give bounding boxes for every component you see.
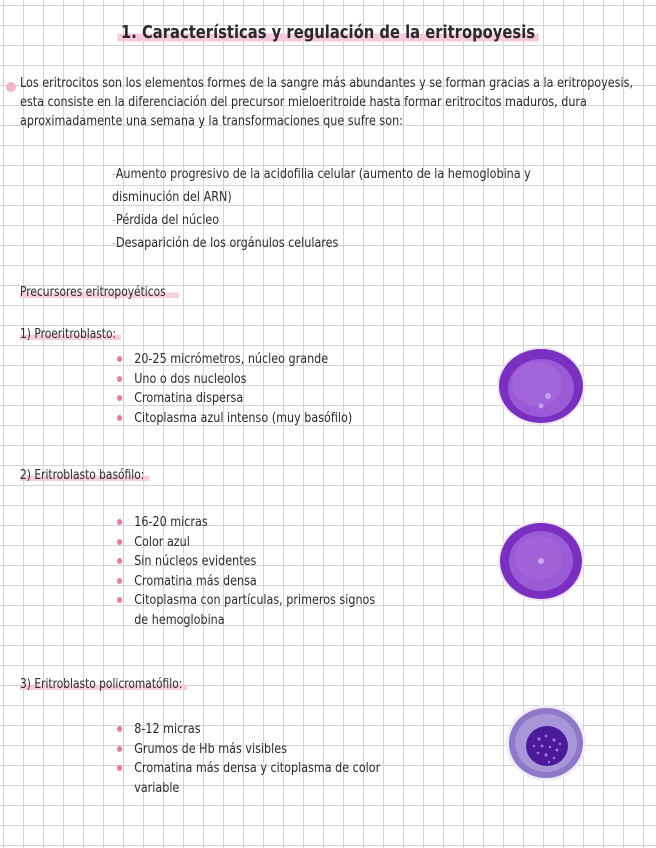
list-item-continued: de hemoglobina — [134, 612, 225, 628]
list-item: Cromatina dispersa — [117, 389, 352, 409]
proeritroblasto-cell-image — [493, 344, 589, 428]
eritroblasto-policromatofilo-list — [117, 720, 380, 798]
eritroblasto-policromatofilo-cell-image — [504, 703, 588, 783]
list-item: Cromatina más densa y citoplasma de color — [117, 759, 380, 779]
transformation-item: -Aumento progresivo de la acidofilia celular (aumento de la hemoglobina y — [112, 167, 531, 182]
list-item: Grumos de Hb más visibles — [117, 740, 380, 760]
transformation-item-continued: disminución del ARN) — [112, 190, 232, 205]
proeritroblasto-list — [117, 350, 352, 428]
list-item: 8-12 micras — [117, 720, 380, 740]
transformation-item: -Pérdida del núcleo — [112, 213, 220, 228]
section-heading-eritroblasto-basofilo: 2) Eritroblasto basófilo: — [20, 468, 149, 483]
transformations-list — [112, 163, 594, 255]
precursors-heading: Precursores eritropoyéticos — [20, 285, 179, 300]
list-item: Color azul — [117, 533, 375, 553]
bullet-dot — [6, 82, 16, 92]
list-item: Citoplasma con partículas, primeros signos — [117, 591, 375, 611]
section-heading-proeritroblasto: 1) Proeritroblasto: — [20, 327, 121, 342]
intro-paragraph: Los eritrocitos son los elementos formes de la sangre más abundantes y se forman gracias a la eritropoyesis, esta consiste en la diferenciación del precursor mieloeritroide hasta formar eritrocitos maduros, dura aproximadamente una semana y la transformaciones que sufre son: — [20, 76, 633, 129]
list-item-continued: variable — [134, 780, 180, 796]
transformation-item: -Desaparición de los orgánulos celulares — [112, 236, 339, 251]
list-item: 16-20 micras — [117, 513, 375, 533]
page-title: 1. Características y regulación de la eritropoyesis — [59, 22, 597, 43]
list-item: Uno o dos nucleolos — [117, 370, 352, 390]
list-item: Sin núcleos evidentes — [117, 552, 375, 572]
section-heading-eritroblasto-policromatofilo: 3) Eritroblasto policromatófilo: — [20, 677, 187, 692]
list-item: 20-25 micrómetros, núcleo grande — [117, 350, 352, 370]
list-item: Citoplasma azul intenso (muy basófilo) — [117, 409, 352, 429]
list-item: Cromatina más densa — [117, 572, 375, 592]
eritroblasto-basofilo-list — [117, 513, 375, 630]
eritroblasto-basofilo-cell-image — [494, 518, 588, 604]
